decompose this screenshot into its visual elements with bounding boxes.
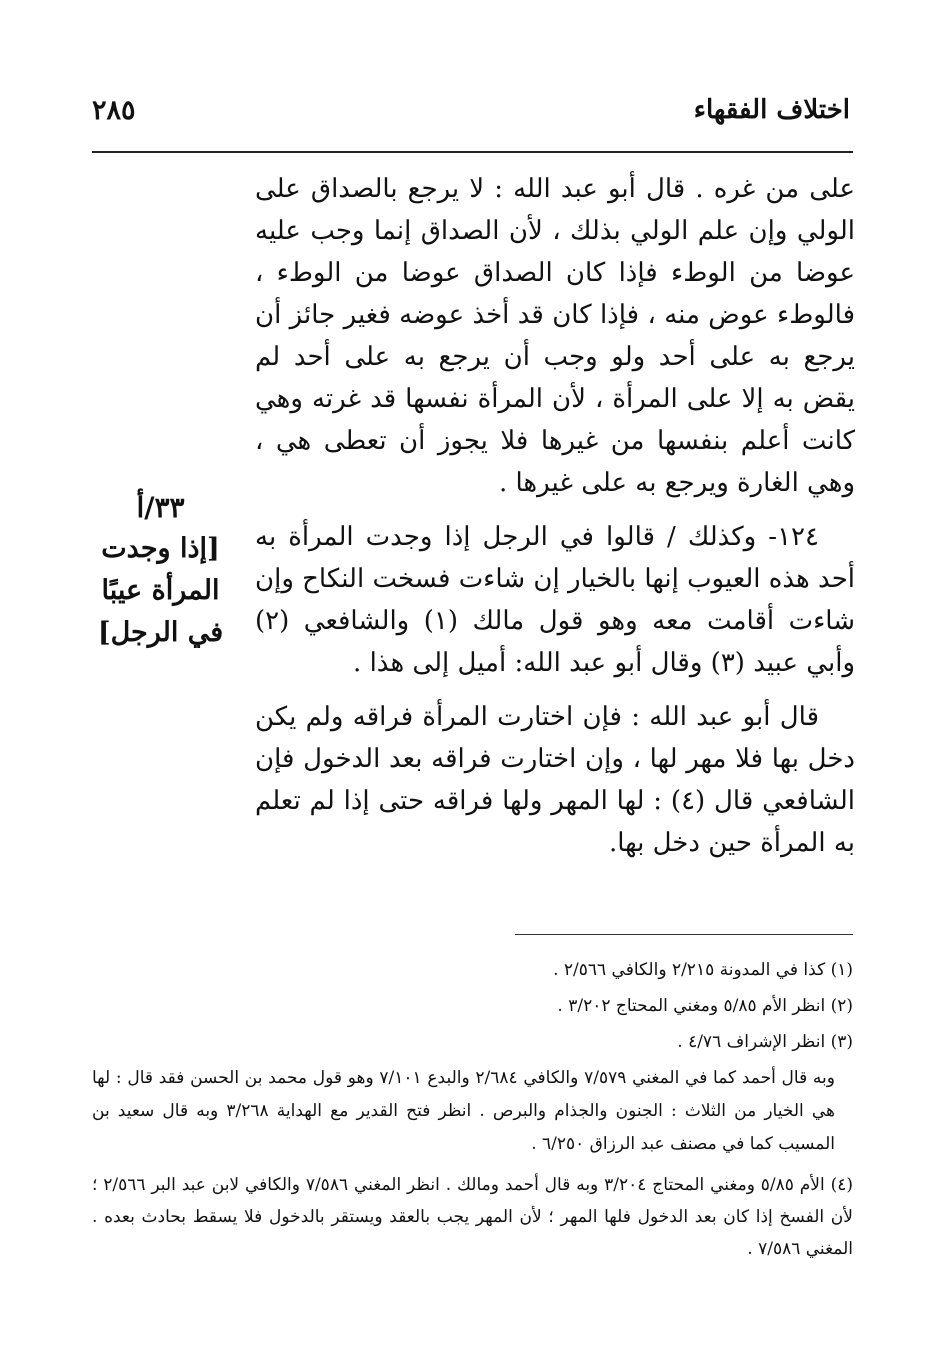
margin-heading: [إذا وجدت المرأة عيبًا في الرجل] bbox=[97, 533, 224, 648]
paragraph-1: على من غره . قال أبو عبد الله : لا يرجع بالصداق على الولي وإن علم الولي بذلك ، لأن الصداق إنما وجب عليه عوضا من الوطء فإذا كان الصداق عوضا من الوطء ، فالوطء عوض منه ، فإذا كان قد أخذ عوضه فغير جائز أن يرجع به على أحد ولو وجب أن يرجع به على أحد لم يقض به إلا على المرأة ، لأن المرأة نفسها قد غرته وهي كانت أعلم بنفسها من غيرها فلا يجوز أن تعطى هي ، وهي الغارة ويرجع به على غيرها . bbox=[255, 174, 855, 498]
margin-note bbox=[88, 488, 233, 654]
footnote-4: (٤) الأم ٥/٨٥ ومغني المحتاج ٣/٢٠٤ وبه قال أحمد ومالك . انظر المغني ٧/٥٨٦ والكافي لابن عبد البر ٢/٥٦٦ ؛ لأن الفسخ إذا كان بعد الدخول فلها المهر ؛ لأن المهر يجب بالعقد ويستقر بالدخول فلا يسقط بحادث بعده . المغني ٧/٥٨٦ . bbox=[92, 1175, 854, 1259]
footnote-divider bbox=[515, 934, 853, 935]
footnote-1: (١) كذا في المدونة ٢/٢١٥ والكافي ٢/٥٦٦ . bbox=[553, 960, 853, 980]
footnote-3-continued: وبه قال أحمد كما في المغني ٧/٥٧٩ والكافي ٢/٦٨٤ والبدع ٧/١٠١ وهو قول محمد بن الحسن فقد قال : لها هي الخيار من الثلاث : الجنون والجذام والبرص . انظر فتح القدير مع الهداية ٣/٢٦٨ وبه قال سعيد بن المسيب كما في مصنف عبد الرزاق ٦/٢٥٠ . bbox=[92, 1068, 835, 1154]
footnote-2: (٢) انظر الأم ٥/٨٥ ومغني المحتاج ٣/٢٠٢ . bbox=[557, 996, 853, 1016]
main-text-block bbox=[255, 168, 855, 876]
page-number: ٢٨٥ bbox=[92, 95, 136, 126]
footnote-3: (٣) انظر الإشراف ٤/٧٦ . bbox=[677, 1032, 853, 1052]
manuscript-folio-ref: ٣٣/أ bbox=[136, 491, 185, 524]
footnotes bbox=[92, 954, 853, 1269]
paragraph-2: ١٢٤- وكذلك / قالوا في الرجل إذا وجدت المرأة به أحد هذه العيوب إنها بالخيار إن شاءت فسخت النكاح وإن شاءت أقامت معه وهو قول مالك (١) والشافعي (٢) وأبي عبيد (٣) وقال أبو عبد الله: أميل إلى هذا . bbox=[255, 522, 856, 678]
running-title: اختلاف الفقهاء bbox=[693, 95, 850, 125]
paragraph-3: قال أبو عبد الله : فإن اختارت المرأة فراقه ولم يكن دخل بها فلا مهر لها ، وإن اختارت فراقه بعد الدخول فإن الشافعي قال (٤) : لها المهر ولها فراقه حتى إذا لم تعلم به المرأة حين دخل بها. bbox=[255, 702, 855, 858]
header-divider bbox=[92, 151, 853, 153]
